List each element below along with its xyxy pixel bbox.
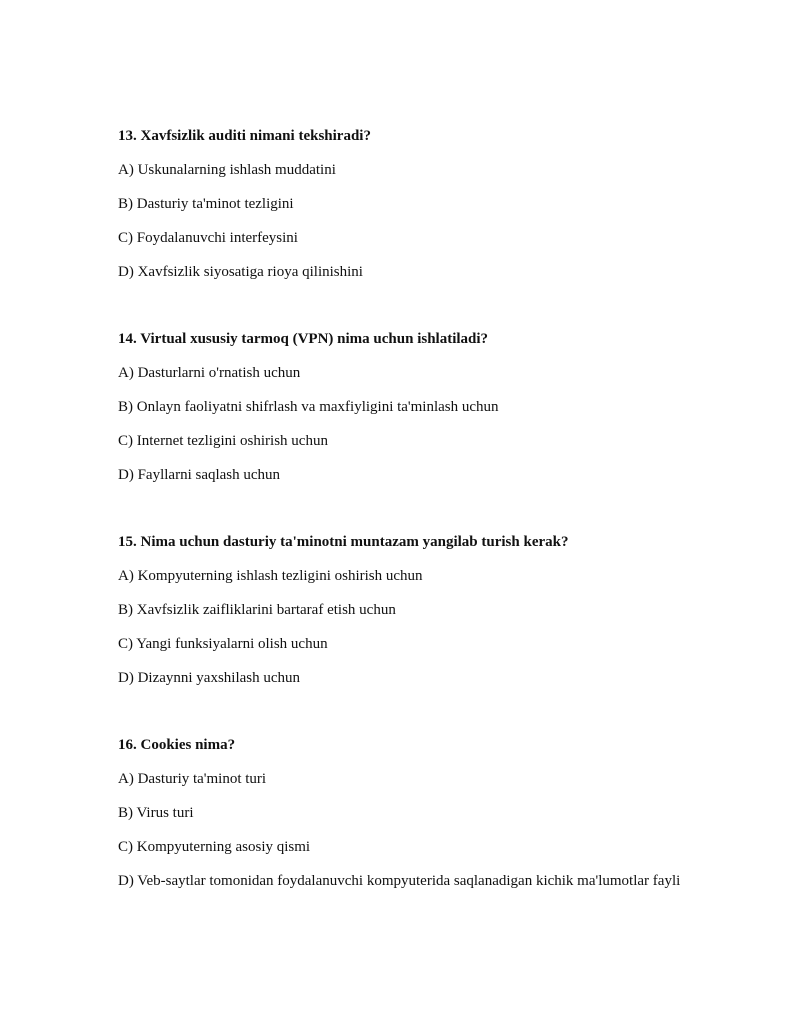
option-c: C) Kompyuterning asosiy qismi: [118, 839, 311, 855]
question-title: 13. Xavfsizlik auditi nimani tekshiradi?: [118, 128, 371, 144]
option-a: A) Uskunalarning ishlash muddatini: [118, 162, 336, 178]
option-b: B) Xavfsizlik zaifliklarini bartaraf etish uchun: [118, 602, 396, 618]
option-a: A) Kompyuterning ishlash tezligini oshirish uchun: [118, 568, 423, 584]
question-block-13: [118, 126, 698, 282]
question-title: 16. Cookies nima?: [118, 737, 236, 753]
option-d: D) Dizaynni yaxshilash uchun: [118, 670, 301, 686]
question-block-16: [118, 735, 698, 891]
option-b: B) Onlayn faoliyatni shifrlash va maxfiyligini ta'minlash uchun: [118, 399, 499, 415]
option-c: C) Foydalanuvchi interfeysini: [118, 230, 298, 246]
option-d: D) Fayllarni saqlash uchun: [118, 467, 281, 483]
option-b: B) Dasturiy ta'minot tezligini: [118, 196, 294, 212]
option-c: C) Yangi funksiyalarni olish uchun: [118, 636, 328, 652]
question-block-15: [118, 532, 698, 688]
option-d: D) Veb-saytlar tomonidan foydalanuvchi kompyuterida saqlanadigan kichik ma'lumotlar fayli: [118, 873, 681, 889]
option-a: A) Dasturlarni o'rnatish uchun: [118, 365, 301, 381]
option-a: A) Dasturiy ta'minot turi: [118, 771, 267, 787]
option-d: D) Xavfsizlik siyosatiga rioya qilinishini: [118, 264, 363, 280]
option-c: C) Internet tezligini oshirish uchun: [118, 433, 328, 449]
question-block-14: [118, 329, 698, 485]
question-title: 15. Nima uchun dasturiy ta'minotni muntazam yangilab turish kerak?: [118, 534, 569, 550]
question-title: 14. Virtual xususiy tarmoq (VPN) nima uchun ishlatiladi?: [118, 331, 489, 347]
option-b: B) Virus turi: [118, 805, 194, 821]
